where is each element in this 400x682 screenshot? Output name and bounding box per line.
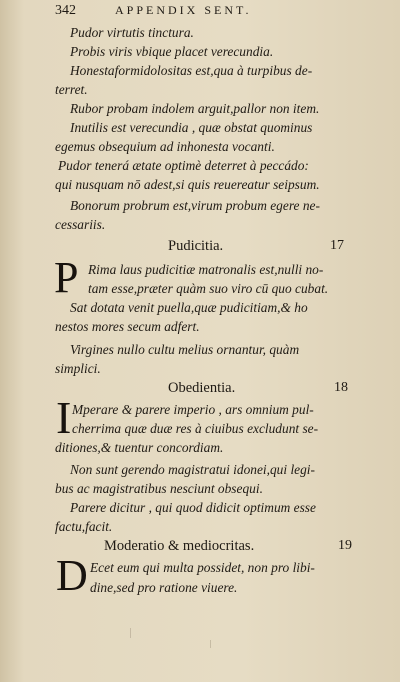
text-line: Rima laus pudicitiæ matronalis est,nulli no- [88,262,324,277]
text-line: Ecet eum qui multa possidet, non pro libi- [90,560,315,575]
page-header [55,3,375,19]
text-line: Inutilis est verecundia , quæ obstat quominus [70,120,313,135]
text-line: Honestaformidolositas est,qua à turpibus de- [70,63,313,78]
text-line: Parere dicitur , qui quod didicit optimum esse [70,500,316,515]
text-line: Sat dotata venit puella,quæ pudicitiam,& ho [70,300,308,315]
text-line: Virgines nullo cultu melius ornantur, quàm [70,342,300,357]
text-line: tam esse,præter quàm suo viro cū quo cubat. [88,281,329,296]
text-line: egemus obsequium ad inhonesta vocanti. [55,139,275,154]
text-line: cherrima quæ duæ res à ciuibus excludunt se- [72,421,319,436]
text-line: Rubor probam indolem arguit,pallor non item. [70,101,320,116]
text-line: qui nusquam nō adest,si quis reuereatur seipsum. [55,177,320,192]
text-line: factu,facit. [55,519,113,534]
section-title: Moderatio & mediocritas. [104,538,255,554]
show-through-mark [210,640,211,648]
section-title: Pudicitia. [168,238,224,254]
text-line: ditiones,& tuentur concordiam. [55,440,224,455]
text-line: Bonorum probrum est,virum probum egere ne- [70,198,320,213]
text-line: terret. [55,82,88,97]
section-number: 19 [338,538,352,553]
drop-cap: I [56,392,72,443]
drop-cap: D [56,551,88,600]
page-number: 342 [55,3,76,18]
text-line: Non sunt gerendo magistratui idonei,qui legi- [70,462,315,477]
show-through-mark [130,628,131,638]
drop-cap: P [54,253,79,302]
text-line: simplici. [55,361,101,376]
text-line: bus ac magistratibus nesciunt obsequi. [55,481,263,496]
text-line: Mperare & parere imperio , ars omnium pul- [72,402,314,417]
text-line: cessariis. [55,217,106,232]
text-line: Pudor virtutis tinctura. [70,25,194,40]
section-title: Obedientia. [168,380,236,396]
text-line: Probis viris vbique placet verecundia. [70,44,274,59]
section-number: 18 [334,380,348,395]
text-line: Pudor tenerá ætate optimè deterret à peccádo: [58,158,309,173]
text-line: nestos mores secum adfert. [55,319,200,334]
section-number: 17 [330,238,344,253]
text-line: dine,sed pro ratione viuere. [90,580,238,595]
running-head: APPENDIX SENT. [115,3,252,17]
